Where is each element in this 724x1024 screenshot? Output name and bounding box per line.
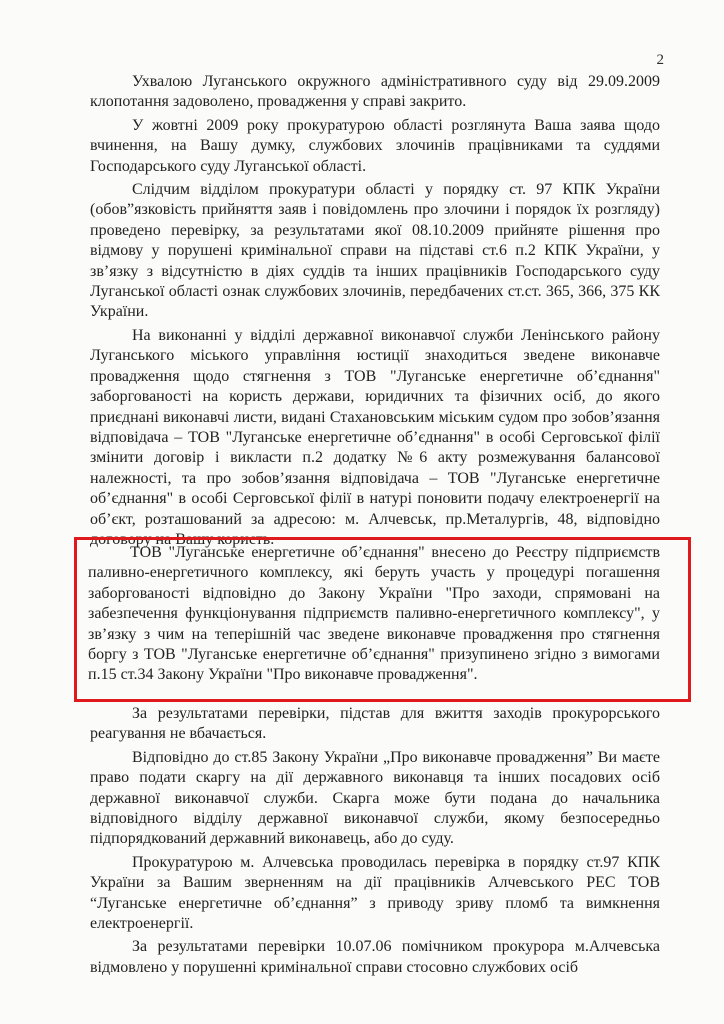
body-text-bottom — [90, 704, 660, 981]
paragraph-october-review: У жовтні 2009 року прокуратурою області розглянута Ваша заява щодо вчинення, на Вашу думку, службових злочинів працівниками та суддями Господарського суду Луганської області. — [90, 116, 660, 175]
paragraph-right-to-complain: Відповідно до ст.85 Закону України „Про виконавче провадження” Ви маєте право подати скаргу на дії державного виконавця та інших посадових осіб державної виконавчої служби. Скарга може бути подана до начальника відповідного відділу державної виконавчої служби, якому безпосередньо підпорядкований державний виконавець, або до суду. — [90, 748, 660, 848]
paragraph-refusal: За результатами перевірки 10.07.06 помічником прокурора м.Алчевська відмовлено у порушенні кримінальної справи стосовно службових осіб — [90, 938, 660, 976]
page-number: 2 — [656, 52, 664, 68]
paragraph-registry-highlighted: ТОВ "Луганське енергетичне об’єднання" внесено до Реєстру підприємств паливно-енергетичного комплексу, які беруть участь у процедурі погашення заборгованості відповідно до Закону України "Про заходи, спрямовані на забезпечення функціонування підприємств паливно-енергетичного комплексу", у зв’язку з чим на теперішній час зведене виконавче провадження про стягнення боргу з ТОВ "Луганське енергетичне об’єднання" призупинено згідно з вимогами п.15 ст.34 Закону України "Про виконавче провадження". — [88, 544, 660, 684]
paragraph-court-ruling: Ухвалою Луганського окружного адміністративного суду від 29.09.2009 клопотання задоволено, провадження у справі закрито. — [90, 73, 660, 111]
paragraph-investigation: Слідчим відділом прокуратури області у порядку ст. 97 КПК України (обов”язковість прийняття заяв і повідомлень про злочини і порядок їх розгляду) проведено перевірку, за результатами якої 08.10.2009 прийняте рішення про відмову у порушені кримінальної справи на підставі ст.6 п.2 КПК України, у зв’язку з відсутністю в діях суддів та інших працівників Господарського суду Луганської області ознак службових злочинів, передбачених ст.ст. 365, 366, 375 КК України. — [90, 181, 660, 321]
paragraph-no-grounds: За результатами перевірки, підстав для вжиття заходів прокурорського реагування не вбачається. — [90, 705, 660, 743]
paragraph-enforcement: На виконанні у відділі державної виконавчої служби Ленінського району Луганського міського управління юстиції знаходиться зведене виконавче провадження щодо стягнення з ТОВ "Луганське енергетичне об’єднання" заборгованості на користь держави, юридичних та фізичних осіб, до якого приєднані виконавчі листи, видані Стахановським міським судом про зобов’язання відповідача – ТОВ "Луганське енергетичне об’єднання" в особі Серговської філії змінити договір і викласти п.2 додатку №6 акту розмежування балансової належності, та про зобов’язання відповідача – ТОВ "Луганське енергетичне об’єднання" в особі Серговської філії в натурі поновити подачу електроенергії на об’єкт, розташований за адресою: м. Алчевськ, пр.Металургів, 48, відповідно договору на Вашу користь. — [90, 326, 660, 548]
body-text-top — [90, 72, 660, 553]
paragraph-alchevsk-check: Прокуратурою м. Алчевська проводилась перевірка в порядку ст.97 КПК України за Вашим зверненням на дії працівників Алчевського РЕС ТОВ “Луганське енергетичне об’єднання” з приводу зриву пломб та вимкнення електроенергії. — [90, 853, 660, 933]
